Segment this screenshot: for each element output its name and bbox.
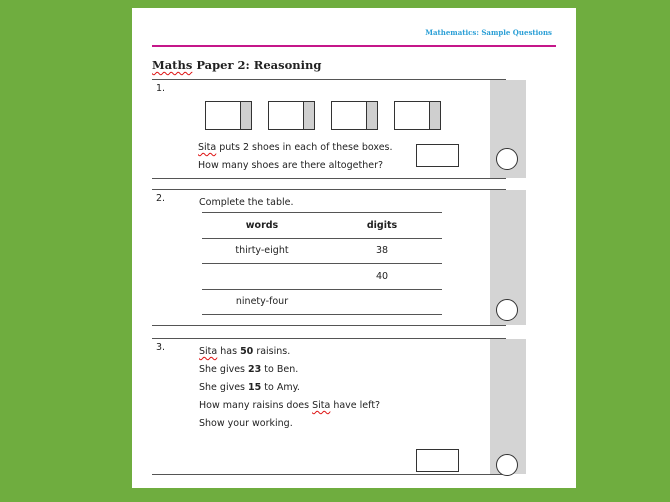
q3-l2-start: She gives [199,364,249,375]
table-cell-digits-blank[interactable] [322,289,442,315]
table-cell-words: thirty-eight [202,238,322,264]
table-row [202,264,442,290]
q1-mark-circle[interactable] [496,148,518,170]
q1-name: Sita [198,142,217,153]
q2-instruction: Complete the table. [199,197,294,208]
worksheet-page [132,8,576,488]
q1-line-1 [198,142,393,153]
table-header-words: words [202,213,322,239]
q3-line-1 [199,346,290,357]
question-2 [152,189,506,326]
q3-mark-circle[interactable] [496,454,518,476]
q3-name-2: Sita [312,400,331,411]
q3-given-amy: 15 [248,382,262,393]
header-divider [152,45,556,47]
q3-l1-mid: has [217,346,241,357]
paper-title-rest: Paper 2: Reasoning [192,58,322,72]
shoe-box-3 [331,101,378,130]
table-cell-digits: 40 [322,264,442,290]
q3-l3-end: to Amy. [261,382,300,393]
q3-line-2 [199,364,298,375]
q3-line-5: Show your working. [199,418,293,429]
table-cell-words-blank[interactable] [202,264,322,290]
q3-given-ben: 23 [248,364,262,375]
question-number-3: 3. [156,342,166,353]
q1-line-2: How many shoes are there altogether? [198,160,384,171]
table-header-digits: digits [322,213,442,239]
question-number-1: 1. [156,83,166,94]
q3-answer-box[interactable] [416,449,459,472]
q3-l2-end: to Ben. [261,364,299,375]
q3-raisins-total: 50 [240,346,254,357]
question-number-2: 2. [156,193,166,204]
paper-title [152,58,321,72]
q3-line-3 [199,382,300,393]
q3-l3-start: She gives [199,382,249,393]
q1-line-1-rest: puts 2 shoes in each of these boxes. [216,142,393,153]
table-cell-words: ninety-four [202,289,322,315]
table-row [202,289,442,315]
table-row [202,238,442,264]
q1-answer-box[interactable] [416,144,459,167]
q3-l4-start: How many raisins does [199,400,313,411]
header-subject: Mathematics: Sample Questions [425,28,552,37]
table-cell-digits: 38 [322,238,442,264]
shoe-box-1 [205,101,252,130]
question-3 [152,338,506,475]
paper-title-word: Maths [152,58,193,72]
q3-l4-end: have left? [330,400,381,411]
q3-line-4 [199,400,380,411]
question-1 [152,79,506,179]
shoe-box-4 [394,101,441,130]
shoe-box-2 [268,101,315,130]
numbers-table [202,212,442,315]
q2-mark-circle[interactable] [496,299,518,321]
table-header-row [202,213,442,239]
q3-name-1: Sita [199,346,218,357]
q3-l1-end: raisins. [253,346,291,357]
